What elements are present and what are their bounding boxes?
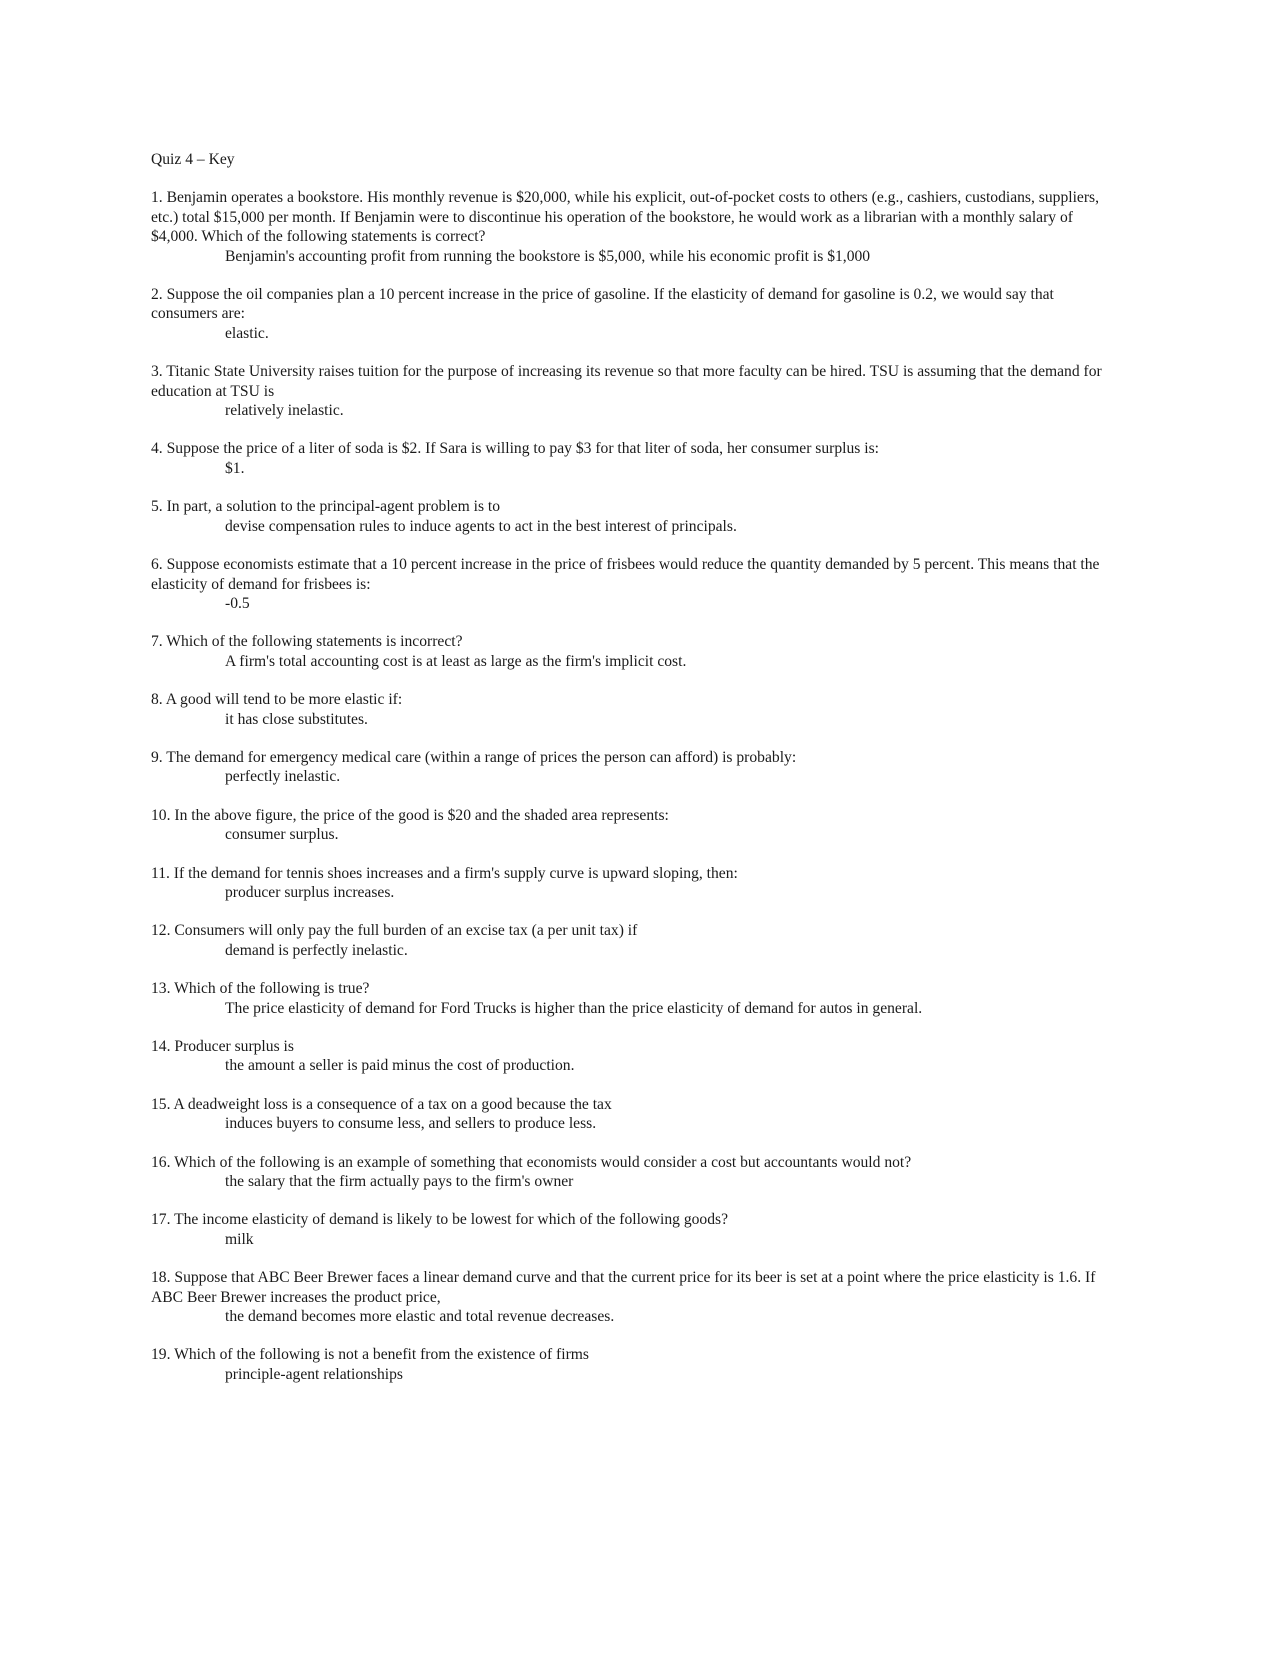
question-block-13: [151, 979, 1123, 1018]
answer-text: the amount a seller is paid minus the cost of production.: [225, 1057, 575, 1075]
question-text: 13. Which of the following is true?: [151, 980, 370, 998]
question-text: 9. The demand for emergency medical care (within a range of prices the person can afford) is probably:: [151, 748, 797, 766]
question-text: 7. Which of the following statements is incorrect?: [151, 633, 463, 651]
answer-text: Benjamin's accounting profit from running the bookstore is $5,000, while his economic profit is $1,000: [225, 247, 871, 265]
answer-text: A firm's total accounting cost is at least as large as the firm's implicit cost.: [225, 652, 687, 670]
question-text: 8. A good will tend to be more elastic if:: [151, 691, 403, 709]
question-block-8: [151, 690, 1123, 729]
question-block-19: [151, 1345, 1123, 1384]
answer-text: The price elasticity of demand for Ford Trucks is higher than the price elasticity of demand for autos in general.: [225, 999, 923, 1017]
answer-text: it has close substitutes.: [225, 710, 368, 728]
question-text: 6. Suppose economists estimate that a 10 percent increase in the price of frisbees would reduce the quantity demanded by 5 percent. This means that the elasticity of demand for frisbees is:: [151, 556, 1100, 593]
document-body: [151, 150, 1123, 1403]
question-text: 19. Which of the following is not a benefit from the existence of firms: [151, 1346, 589, 1364]
question-block-10: [151, 806, 1123, 845]
question-text: 12. Consumers will only pay the full burden of an excise tax (a per unit tax) if: [151, 922, 638, 940]
answer-text: -0.5: [225, 594, 250, 612]
answer-text: perfectly inelastic.: [225, 768, 341, 786]
question-block-6: [151, 555, 1123, 613]
question-block-7: [151, 632, 1123, 671]
question-text: 15. A deadweight loss is a consequence of a tax on a good because the tax: [151, 1095, 612, 1113]
question-text: 11. If the demand for tennis shoes increases and a firm's supply curve is upward sloping, then:: [151, 864, 738, 882]
question-block-14: [151, 1037, 1123, 1076]
answer-text: elastic.: [225, 324, 269, 342]
answer-text: induces buyers to consume less, and sellers to produce less.: [225, 1115, 597, 1133]
answer-text: the salary that the firm actually pays to the firm's owner: [225, 1173, 574, 1191]
question-block-16: [151, 1153, 1123, 1192]
question-block-17: [151, 1210, 1123, 1249]
answer-text: consumer surplus.: [225, 826, 339, 844]
answer-text: $1.: [225, 459, 245, 477]
question-block-4: [151, 439, 1123, 478]
question-text: 14. Producer surplus is: [151, 1038, 294, 1055]
question-block-18: [151, 1268, 1123, 1326]
answer-text: devise compensation rules to induce agents to act in the best interest of principals.: [225, 517, 737, 535]
answer-text: milk: [225, 1230, 254, 1248]
answer-text: principle-agent relationships: [225, 1365, 403, 1383]
question-block-9: [151, 748, 1123, 787]
answer-text: demand is perfectly inelastic.: [225, 941, 408, 959]
question-text: 1. Benjamin operates a bookstore. His monthly revenue is $20,000, while his explicit, out-of-pocket costs to others (e.g., cashiers, custodians, suppliers, etc.) total $15,000 per month. If Benjamin were to discontinue his operation of the bookstore, he would work as a librarian with a monthly salary of $4,000. Which of the following statements is correct?: [151, 189, 1099, 246]
answer-text: the demand becomes more elastic and total revenue decreases.: [225, 1308, 615, 1326]
question-block-3: [151, 362, 1123, 420]
answer-text: relatively inelastic.: [225, 402, 344, 420]
question-text: 17. The income elasticity of demand is likely to be lowest for which of the following goods?: [151, 1211, 728, 1229]
question-block-1: [151, 188, 1123, 266]
question-text: 16. Which of the following is an example of something that economists would consider a cost but accountants would not?: [151, 1153, 912, 1171]
document-title: Quiz 4 – Key: [151, 151, 235, 168]
question-block-5: [151, 497, 1123, 536]
question-text: 18. Suppose that ABC Beer Brewer faces a linear demand curve and that the current price for its beer is set at a point where the price elasticity is 1.6. If ABC Beer Brewer increases the product price,: [151, 1269, 1096, 1306]
question-text: 5. In part, a solution to the principal-agent problem is to: [151, 498, 501, 516]
question-block-2: [151, 285, 1123, 343]
question-text: 10. In the above figure, the price of the good is $20 and the shaded area represents:: [151, 806, 669, 824]
question-text: 3. Titanic State University raises tuition for the purpose of increasing its revenue so that more faculty can be hired. TSU is assuming that the demand for education at TSU is: [151, 363, 1102, 400]
question-text: 4. Suppose the price of a liter of soda is $2. If Sara is willing to pay $3 for that liter of soda, her consumer surplus is:: [151, 440, 879, 458]
question-text: 2. Suppose the oil companies plan a 10 percent increase in the price of gasoline. If the elasticity of demand for gasoline is 0.2, we would say that consumers are:: [151, 286, 1054, 323]
question-block-11: [151, 864, 1123, 903]
answer-text: producer surplus increases.: [225, 883, 395, 901]
question-block-12: [151, 921, 1123, 960]
question-block-15: [151, 1095, 1123, 1134]
